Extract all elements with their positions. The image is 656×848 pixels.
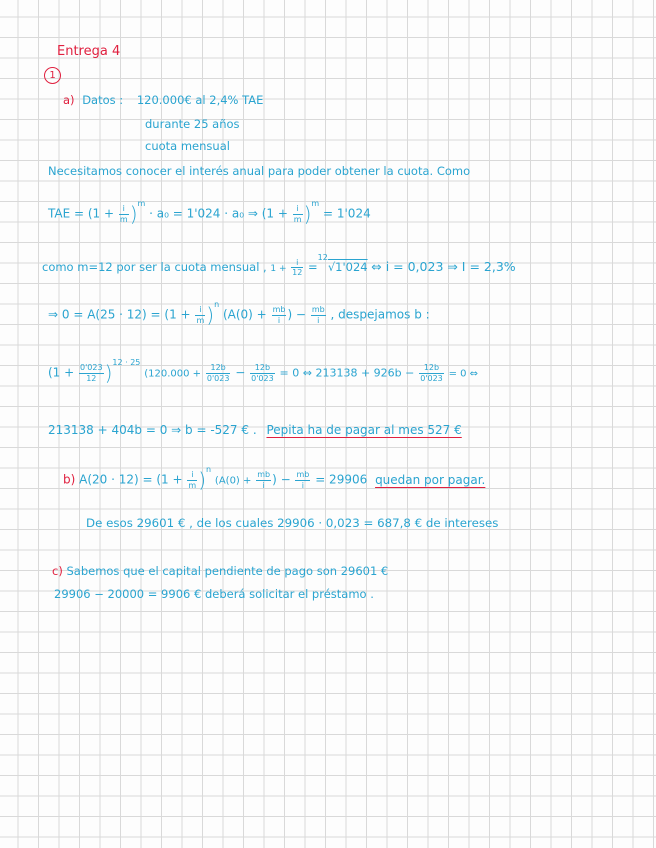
i-over-m-fraction bbox=[119, 204, 129, 223]
frac-den: 0'023 bbox=[420, 373, 443, 383]
part-b-label: b) bbox=[63, 472, 76, 487]
eq4-mid: (120.000 + bbox=[144, 368, 202, 380]
frac-num: i bbox=[291, 258, 303, 268]
frac-num: 0'023 bbox=[80, 363, 103, 373]
eq4-open: (1 + bbox=[48, 365, 75, 380]
frac-den: i bbox=[301, 480, 305, 490]
frac-den: m bbox=[196, 315, 205, 325]
part-b-line-2: De esos 29601 € , de los cuales 29906 · 0,023 = 687,8 € de intereses bbox=[86, 516, 499, 530]
exponent-m: m bbox=[137, 199, 146, 208]
frac-num: 12b bbox=[250, 363, 275, 373]
part-c-label: c) bbox=[52, 564, 63, 578]
mb-over-i-fraction-4 bbox=[295, 470, 310, 489]
intro-text: Necesitamos conocer el interés anual para poder obtener la cuota. Como bbox=[48, 164, 471, 178]
tae-lhs: TAE = (1 + bbox=[48, 206, 115, 221]
exercise-number-badge: 1 bbox=[44, 67, 61, 84]
eq3-mid: (A(0) + bbox=[222, 307, 267, 322]
como-line: como m=12 por ser la cuota mensual , 1 + $\frac{i}{12}$ =$^{12}$√1'024 ⇔ i = 0,023 ⇒ I = 2,3% bbox=[42, 253, 516, 278]
rate-over-12-fraction bbox=[79, 363, 104, 382]
result-equation: 213138 + 404b = 0 ⇒ b = -527 € . bbox=[48, 423, 257, 437]
exponent-m: m bbox=[311, 199, 320, 208]
paren-close: ) bbox=[303, 202, 312, 226]
frac-num: i bbox=[195, 305, 205, 315]
b-mid: (A(0) + bbox=[214, 475, 252, 487]
como-one: 1 + bbox=[270, 264, 287, 275]
frac-den: m bbox=[188, 480, 197, 490]
mb-over-i-fraction bbox=[272, 305, 287, 324]
datos-value-1: 120.000€ al 2,4% TAE bbox=[136, 93, 264, 107]
frac-den: m bbox=[119, 214, 128, 224]
i-over-12-fraction bbox=[291, 258, 303, 277]
frac-den: i bbox=[317, 315, 320, 325]
tae-mid: · a₀ = 1'024 · a₀ ⇒ bbox=[149, 206, 258, 221]
paren-close: ) bbox=[198, 468, 207, 492]
mb-over-i-fraction-3 bbox=[256, 470, 271, 489]
frac-den: i bbox=[262, 480, 265, 490]
frac-den: 12 bbox=[86, 373, 97, 383]
paren-close: ) bbox=[206, 303, 215, 327]
frac-num: i bbox=[187, 470, 197, 480]
frac-num: mb bbox=[311, 305, 325, 315]
tae-rhs: = 1'024 bbox=[323, 206, 371, 221]
eq3-lhs: ⇒ 0 = A(25 · 12) = (1 + bbox=[48, 307, 191, 322]
result-text: Pepita ha de pagar al mes 527 € bbox=[266, 423, 462, 437]
eq4-mid2: = 0 ⇔ 213138 + 926b − bbox=[279, 366, 415, 380]
root-index: 12 bbox=[317, 253, 328, 262]
mb-over-i-fraction-2 bbox=[311, 305, 326, 324]
exponent-n: n bbox=[206, 465, 212, 474]
b-rhs: = 29906 bbox=[315, 472, 368, 487]
frac-den: 12 bbox=[292, 268, 303, 278]
frac-num: mb bbox=[272, 305, 286, 315]
frac-den: i bbox=[277, 315, 281, 325]
frac-num: 12b bbox=[419, 363, 444, 373]
frac-num: i bbox=[119, 204, 129, 214]
tae-paren: (1 + bbox=[261, 206, 288, 221]
part-b-equation bbox=[63, 465, 486, 492]
eq3-minus: ) − bbox=[287, 307, 306, 322]
b-minus: ) − bbox=[272, 472, 291, 487]
frac-num: mb bbox=[296, 470, 310, 480]
frac-den: m bbox=[293, 214, 302, 224]
b-lhs: A(20 · 12) = (1 + bbox=[79, 472, 183, 487]
frac-num: i bbox=[293, 204, 303, 214]
frac-num: 12b bbox=[206, 363, 231, 373]
frac-den: 0'023 bbox=[251, 373, 274, 383]
part-c-line-1 bbox=[52, 566, 388, 578]
exponent-300: 12 · 25 bbox=[112, 358, 141, 367]
eq4-minus: − bbox=[235, 365, 246, 380]
i-over-m-fraction-4 bbox=[187, 470, 197, 489]
i-over-m-fraction-3 bbox=[195, 305, 205, 324]
page-title: Entrega 4 bbox=[57, 44, 121, 59]
b-text: quedan por pagar. bbox=[375, 472, 486, 487]
paren-close: ) bbox=[104, 361, 113, 385]
root-value: √1'024 bbox=[327, 260, 368, 275]
datos-label: Datos : bbox=[82, 93, 124, 107]
12b-over-rate-fraction-2 bbox=[250, 363, 275, 382]
como-result: ⇔ i = 0,023 ⇒ I = 2,3% bbox=[371, 259, 516, 275]
datos-value-2: durante 25 años bbox=[145, 117, 240, 131]
12b-over-rate-fraction-3 bbox=[419, 363, 444, 382]
i-over-m-fraction-2 bbox=[293, 204, 303, 223]
tae-equation bbox=[48, 199, 371, 226]
12b-over-rate-fraction bbox=[206, 363, 231, 382]
eq3-end: , despejamos b : bbox=[330, 307, 430, 322]
frac-num: mb bbox=[257, 470, 271, 480]
paren-close: ) bbox=[129, 202, 138, 226]
result-line bbox=[48, 424, 462, 436]
exponent-n: n bbox=[214, 300, 220, 309]
part-a-label: a) bbox=[63, 93, 75, 107]
part-c-line-2: 29906 − 20000 = 9906 € deberá solicitar el préstamo . bbox=[54, 587, 374, 601]
datos-value-3: cuota mensual bbox=[145, 139, 230, 153]
datos-line-1 bbox=[63, 95, 263, 107]
eq4-end: = 0 ⇔ bbox=[448, 368, 479, 380]
part-c-text-1: Sabemos que el capital pendiente de pago son 29601 € bbox=[66, 564, 389, 578]
frac-den: 0'023 bbox=[206, 373, 230, 383]
como-text: como m=12 por ser la cuota mensual , bbox=[42, 260, 267, 275]
annuity-equation bbox=[48, 300, 430, 327]
